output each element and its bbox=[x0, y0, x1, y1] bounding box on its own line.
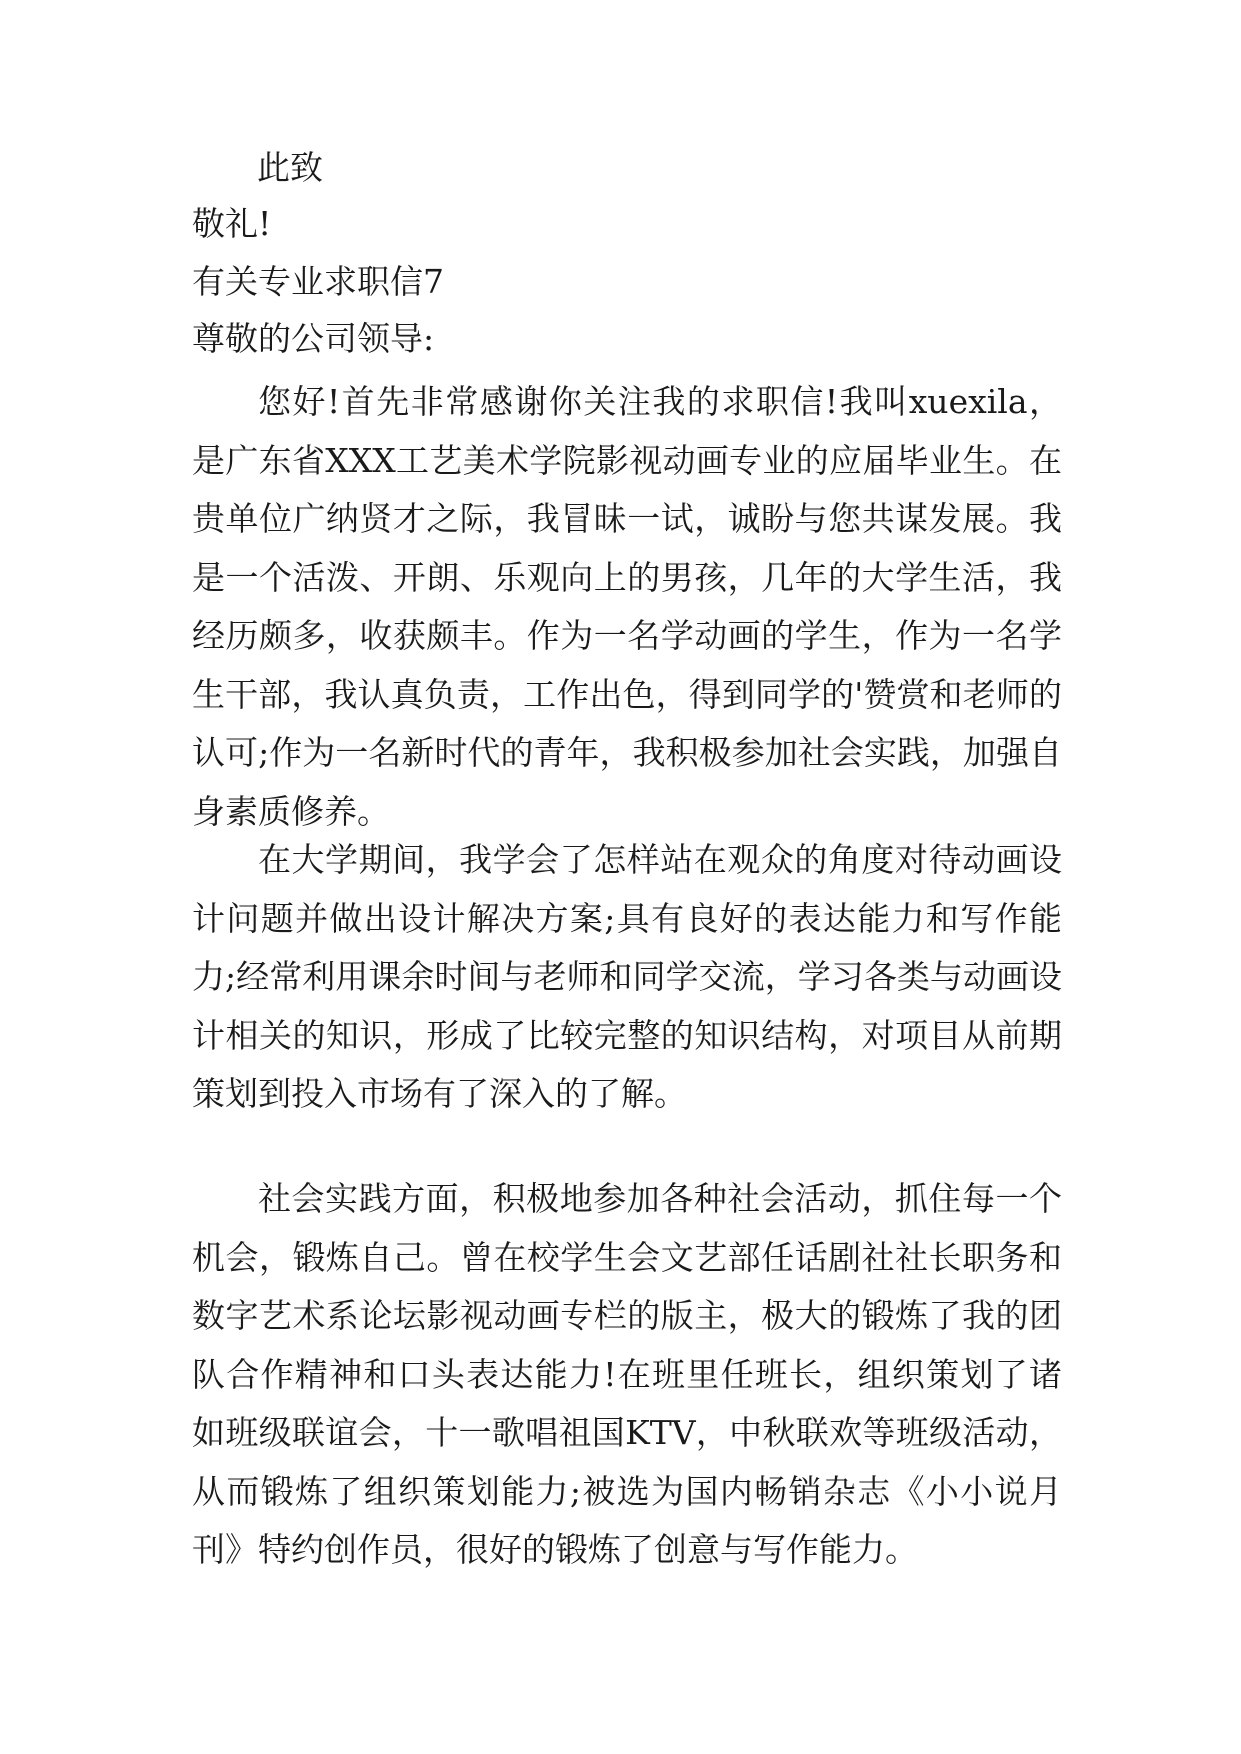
paragraph-introduction: 您好!首先非常感谢你关注我的求职信!我叫xuexila，是广东省XXX工艺美术学院影视动画专业的应届毕业生。在贵单位广纳贤才之际，我冒昧一试，诚盼与您共谋发展。我是一个活泼、开朗、乐观向上的男孩，几年的大学生活，我经历颇多，收获颇丰。作为一名学动画的学生，作为一名学生干部，我认真负责，工作出色，得到同学的'赞赏和老师的认可;作为一名新时代的青年，我积极参加社会实践，加强自身素质修养。 bbox=[192, 382, 1062, 831]
closing-greeting: 此致 bbox=[257, 148, 323, 187]
paragraph-social-practice: 社会实践方面，积极地参加各种社会活动，抓住每一个机会，锻炼自己。曾在校学生会文艺部任话剧社社长职务和数字艺术系论坛影视动画专栏的版主，极大的锻炼了我的团队合作精神和口头表达能力!在班里任班长，组织策划了诸如班级联谊会，十一歌唱祖国KTV，中秋联欢等班级活动，从而锻炼了组织策划能力;被选为国内畅销杂志《小小说月刊》特约创作员，很好的锻炼了创意与写作能力。 bbox=[192, 1179, 1062, 1569]
letter-salutation: 尊敬的公司领导: bbox=[192, 319, 435, 358]
closing-salute: 敬礼! bbox=[192, 204, 272, 243]
letter-title: 有关专业求职信7 bbox=[192, 262, 444, 301]
paragraph-university: 在大学期间，我学会了怎样站在观众的角度对待动画设计问题并做出设计解决方案;具有良好的表达能力和写作能力;经常利用课余时间与老师和同学交流，学习各类与动画设计相关的知识，形成了比较完整的知识结构，对项目从前期策划到投入市场有了深入的了解。 bbox=[192, 840, 1062, 1113]
